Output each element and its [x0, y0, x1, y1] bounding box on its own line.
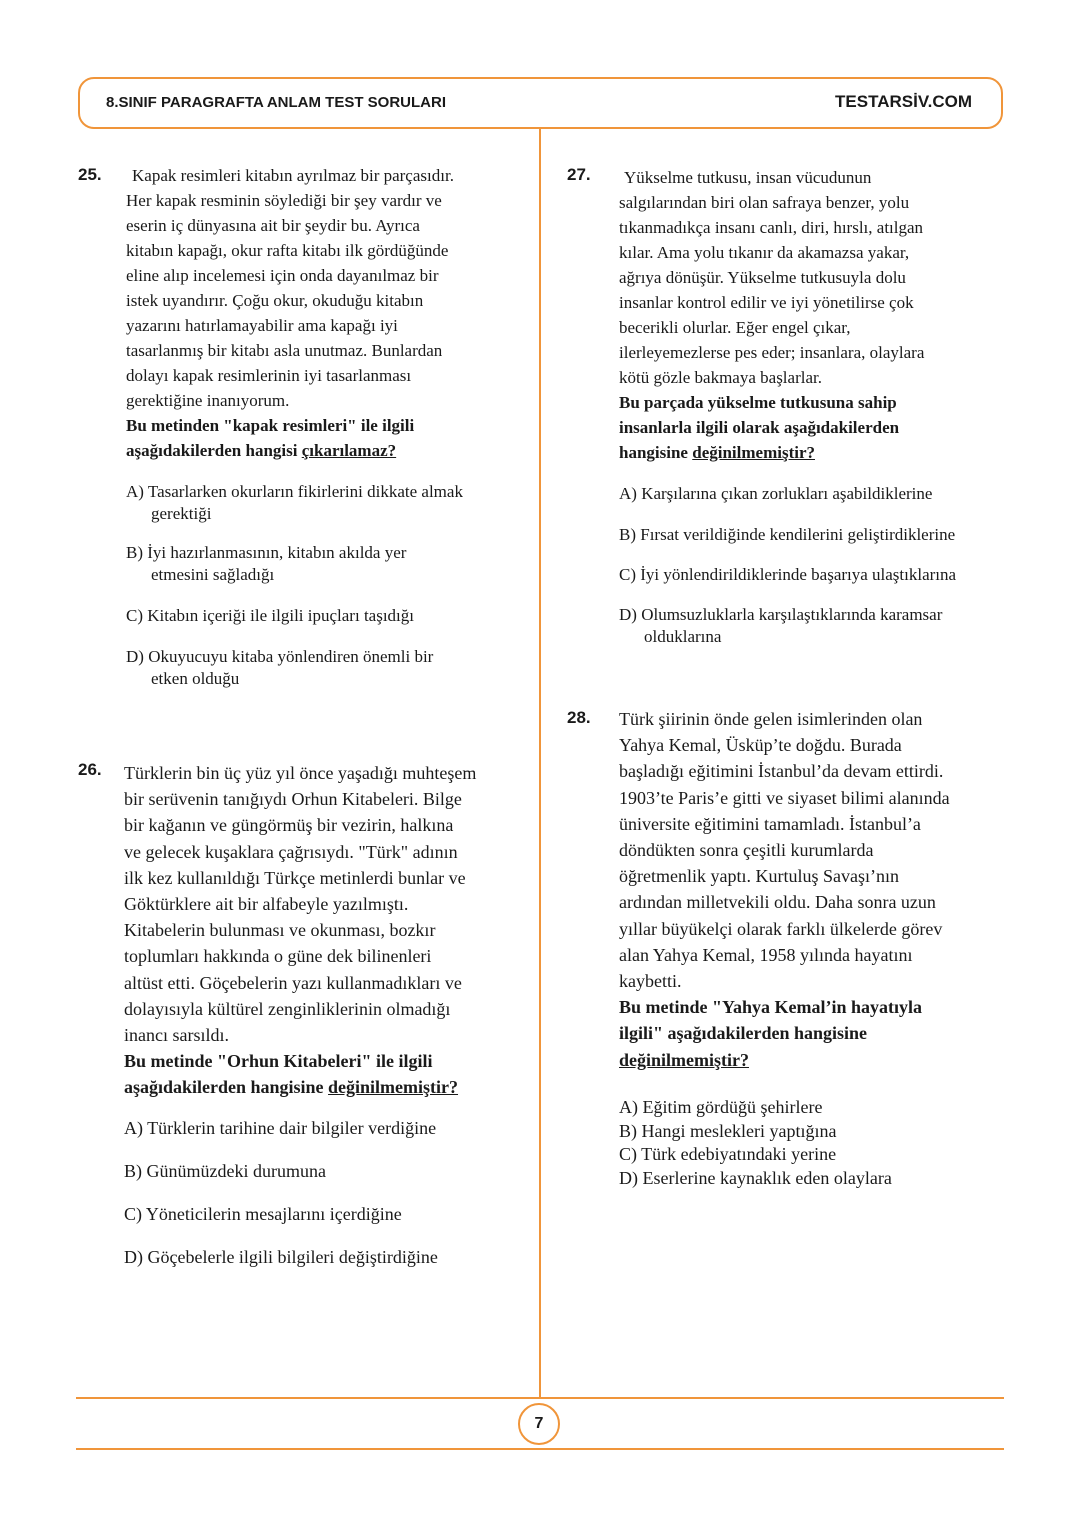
passage-line: öğretmenlik yaptı. Kurtuluş Savaşı’nın: [619, 866, 899, 887]
option-a[interactable]: A) Tasarlarken okurların fikirlerini dikkate almak gerektiği: [126, 482, 463, 523]
passage-line: yazarını hatırlamayabilir ama kapağı iyi: [126, 316, 398, 335]
passage-line: başladığı eğitimini İstanbul’da devam ettirdi.: [619, 761, 944, 782]
passage-line: ve gelecek kuşaklara çağrısıydı. "Türk" adının: [124, 841, 458, 862]
options-list: [619, 1096, 892, 1190]
passage-line: dolayısıyla kültürel zenginliklerinin olmadığı: [124, 998, 451, 1019]
passage-line: tıkanmadıkça insanı canlı, diri, hırslı, atılgan: [619, 218, 924, 237]
question-stem: ilgili" aşağıdakilerden hangisine: [619, 1023, 868, 1044]
passage-line: kaybetti.: [619, 971, 682, 992]
question-28-passage: [619, 706, 950, 1073]
question-number: 28.: [567, 708, 591, 727]
passage-line: becerikli olurlar. Eğer engel çıkar,: [619, 318, 851, 337]
passage-line: kitabın kapağı, okur rafta kitabı ilk gördüğünde: [126, 241, 449, 260]
passage-line: eline alıp incelemesi için onda dayanılmaz bir: [126, 266, 439, 285]
passage-line: ilerleyemezlerse pes eder; insanlara, olaylara: [619, 343, 925, 362]
passage-line: Göktürklere ait bir alfabeyle yazılmıştı.: [124, 894, 409, 915]
passage-line: altüst etti. Göçebelerin yazı kullanmadıkları ve: [124, 972, 462, 993]
option-c[interactable]: C) Türk edebiyatındaki yerine: [619, 1144, 837, 1164]
passage-line: döndükten sonra çeşitli kurumlarda: [619, 840, 874, 861]
question-stem: aşağıdakilerden hangisine değinilmemiştir?: [124, 1077, 459, 1098]
question-stem: hangisine değinilmemiştir?: [619, 443, 815, 462]
question-27-passage: [619, 165, 924, 465]
question-stem: insanlarla ilgili olarak aşağıdakilerden: [619, 418, 900, 437]
footer-rule-top: [76, 1397, 1004, 1399]
passage-line: Türk şiirinin önde gelen isimlerinden olan: [619, 709, 923, 729]
passage-line: Kitabelerin bulunması ve okunması, bozkır: [124, 920, 436, 941]
option-d[interactable]: D) Okuyucuyu kitaba yönlendiren önemli bir etken olduğu: [126, 647, 434, 688]
question-25-passage: [126, 163, 454, 463]
underlined-keyword: değinilmemiştir?: [692, 443, 815, 462]
passage-line: dolayı kapak resimlerinin iyi tasarlanması: [126, 366, 412, 385]
question-stem: Bu metinde "Yahya Kemal’in hayatıyla: [619, 997, 923, 1018]
passage-line: ağrıya dönüşür. Yükselme tutkusuyla dolu: [619, 268, 906, 287]
question-stem: Bu metinden "kapak resimleri" ile ilgili: [126, 416, 415, 435]
option-b[interactable]: B) Hangi meslekleri yaptığına: [619, 1120, 837, 1141]
passage-line: kötü gözle bakmaya başlarlar.: [619, 368, 822, 387]
passage-line: kılar. Ama yolu tıkanır da akamazsa yakar,: [619, 243, 910, 262]
passage-line: tasarlanmış bir kitabı asla unutmaz. Bunlardan: [126, 341, 443, 360]
passage-line: üniversite eğitimini tamamladı. İstanbul’a: [619, 813, 921, 834]
option-d[interactable]: D) Olumsuzluklarla karşılaştıklarında karamsar olduklarına: [619, 605, 943, 646]
passage-line: Türklerin bin üç yüz yıl önce yaşadığı muhteşem: [124, 763, 477, 783]
passage-line: Yahya Kemal, Üsküp’te doğdu. Burada: [619, 735, 902, 756]
column-divider: [539, 129, 541, 1397]
option-c[interactable]: C) Yöneticilerin mesajlarını içerdiğine: [124, 1204, 402, 1224]
option-b[interactable]: B) Günümüzdeki durumuna: [124, 1161, 326, 1181]
option-c[interactable]: C) İyi yönlendirildiklerinde başarıya ulaştıklarına: [619, 565, 957, 584]
passage-line: eserin iç dünyasına ait bir şeydir bu. Ayrıca: [126, 216, 420, 235]
passage-line: alan Yahya Kemal, 1958 yılında hayatını: [619, 944, 913, 965]
option-a[interactable]: A) Türklerin tarihine dair bilgiler verdiğine: [124, 1118, 437, 1138]
passage-line: toplumları hakkında o güne dek bilinenleri: [124, 946, 432, 967]
option-a[interactable]: A) Karşılarına çıkan zorlukları aşabildiklerine: [619, 484, 933, 503]
option-b[interactable]: B) İyi hazırlanmasının, kitabın akılda yer etmesini sağladığı: [126, 543, 407, 584]
passage-line: 1903’te Paris’e gitti ve siyaset bilimi alanında: [619, 787, 950, 808]
question-number: 25.: [78, 165, 102, 184]
underlined-keyword: değinilmemiştir?: [328, 1077, 459, 1098]
option-b[interactable]: B) Fırsat verildiğinde kendilerini geliştirdiklerine: [619, 525, 956, 544]
question-number: 26.: [78, 760, 102, 779]
passage-line: bir kağanın ve güngörmüş bir vezirin, halkına: [124, 815, 454, 836]
page-title: 8.SINIF PARAGRAFTA ANLAM TEST SORULARI: [106, 94, 446, 111]
passage-line: salgılarından biri olan safraya benzer, yolu: [619, 193, 910, 212]
option-d[interactable]: D) Göçebelerle ilgili bilgileri değiştirdiğine: [124, 1247, 438, 1267]
passage-line: Her kapak resminin söylediği bir şey vardır ve: [126, 191, 442, 210]
passage-line: gerektiğine inanıyorum.: [126, 391, 290, 410]
passage-line: Kapak resimleri kitabın ayrılmaz bir parçasıdır.: [132, 166, 454, 185]
question-number: 27.: [567, 165, 591, 184]
option-c[interactable]: C) Kitabın içeriği ile ilgili ipuçları taşıdığı: [126, 606, 414, 625]
passage-line: ilk kez kullanıldığı Türkçe metinlerdi bunlar ve: [124, 867, 466, 888]
question-stem: Bu metinde "Orhun Kitabeleri" ile ilgili: [124, 1051, 433, 1072]
option-d[interactable]: D) Eserlerine kaynaklık eden olaylara: [619, 1167, 892, 1188]
option-a[interactable]: A) Eğitim gördüğü şehirlere: [619, 1097, 823, 1117]
passage-line: insanlar kontrol edilir ve iyi yönetilirse çok: [619, 293, 914, 312]
question-26-passage: [124, 760, 476, 1101]
passage-line: istek uyandırır. Çoğu okur, okuduğu kitabın: [126, 291, 424, 310]
footer-rule-bottom: [76, 1448, 1004, 1450]
passage-line: Yükselme tutkusu, insan vücudunun: [624, 168, 872, 187]
question-stem: Bu parçada yükselme tutkusuna sahip: [619, 393, 897, 412]
passage-line: inancı sarsıldı.: [124, 1025, 229, 1046]
underlined-keyword: değinilmemiştir?: [619, 1049, 749, 1070]
page-number: 7: [518, 1403, 560, 1445]
passage-line: yıllar büyükelçi olarak farklı ülkelerde görev: [619, 918, 943, 939]
underlined-keyword: çıkarılamaz?: [301, 441, 397, 460]
question-stem: aşağıdakilerden hangisi çıkarılamaz?: [126, 441, 397, 460]
passage-line: ardından milletvekili oldu. Daha sonra uzun: [619, 892, 936, 913]
site-name: TESTARSİV.COM: [835, 92, 972, 111]
passage-line: bir serüvenin tanığıydı Orhun Kitabeleri. Bilge: [124, 789, 462, 810]
